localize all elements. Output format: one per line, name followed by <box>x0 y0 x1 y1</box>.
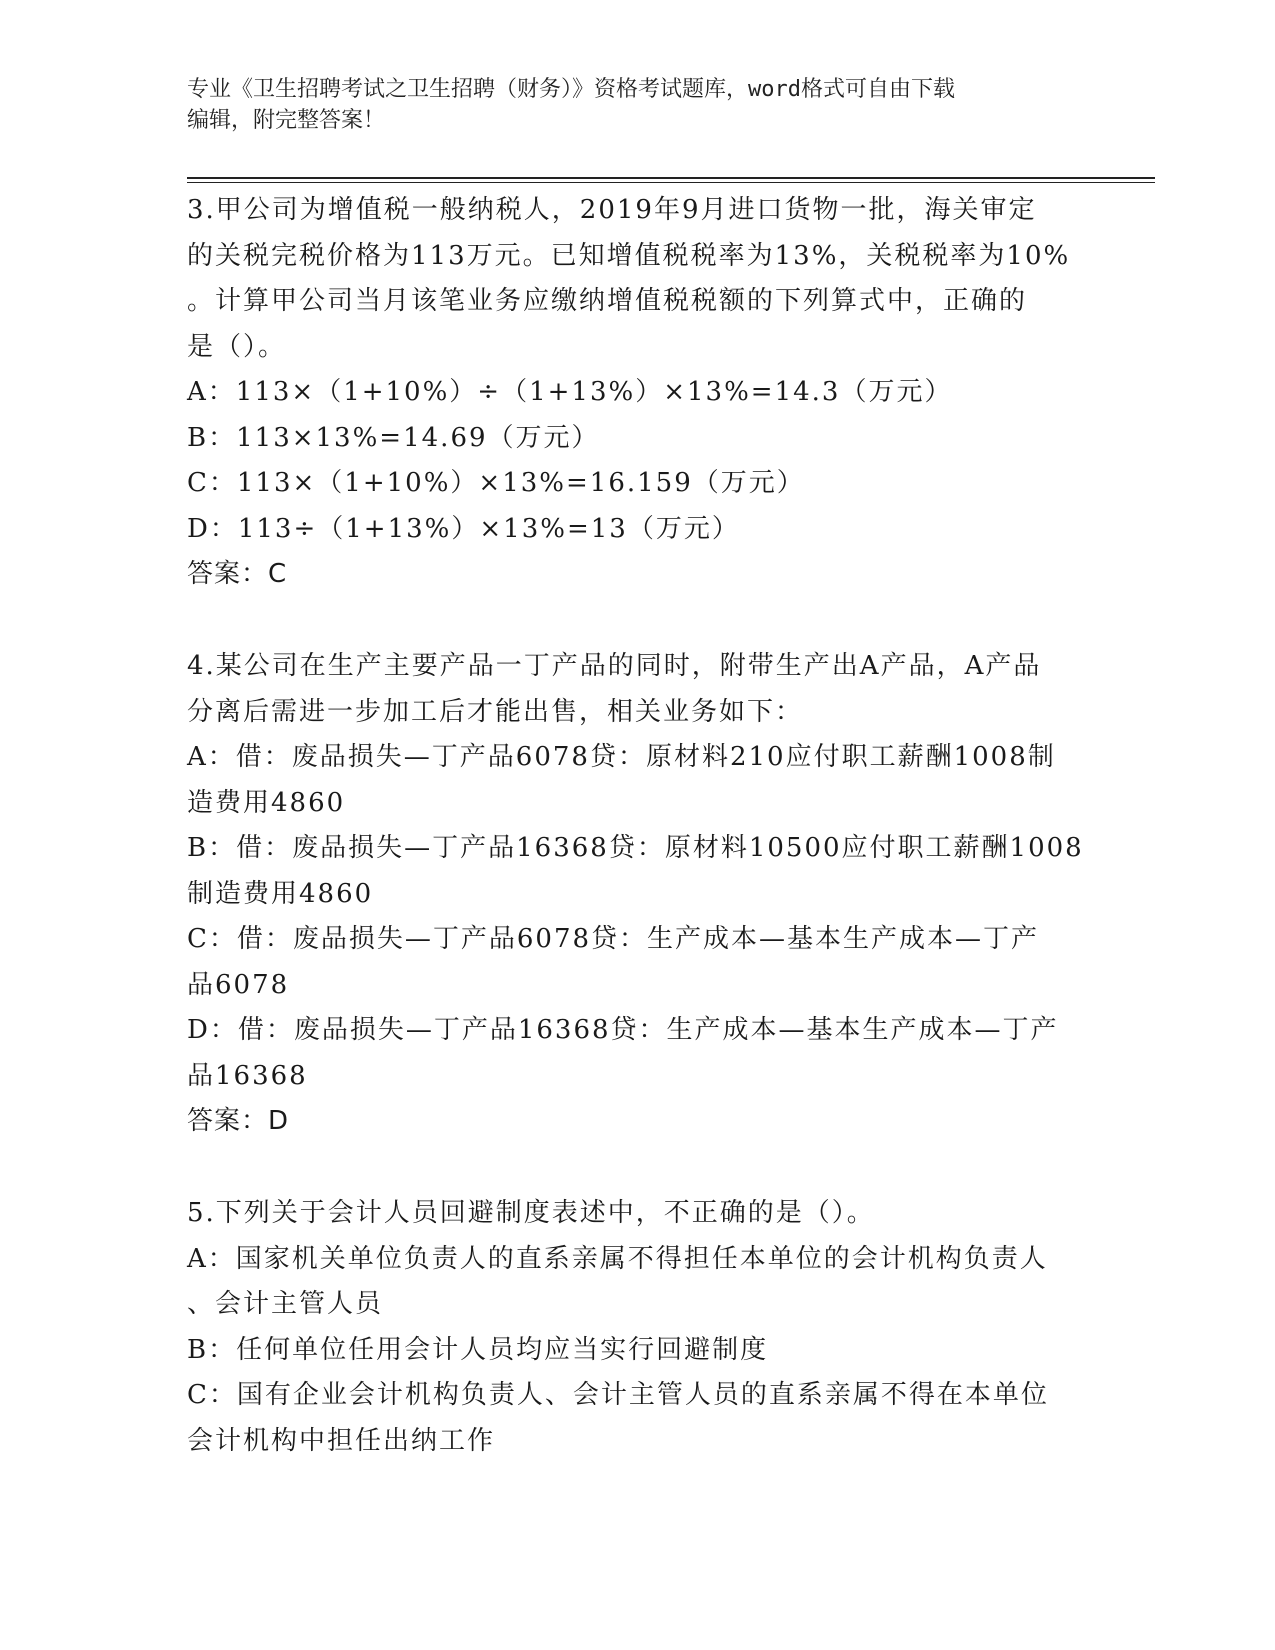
question-3-line-1: 3.甲公司为增值税一般纳税人，2019年9月进口货物一批，海关审定 <box>187 195 1037 225</box>
question-5 <box>187 1191 1097 1464</box>
header-rule-thin <box>187 182 1155 183</box>
question-5-option-a: A：国家机关单位负责人的直系亲属不得担任本单位的会计机构负责人 <box>187 1243 1048 1274</box>
header-rule-thick <box>187 177 1155 179</box>
question-3-line-4: 是（）。 <box>187 331 287 362</box>
question-4-option-a: A：借：废品损失—丁产品6078贷：原材料210应付职工薪酬1008制 <box>187 742 1056 772</box>
question-4-option-d-cont: 品16368 <box>187 1060 308 1091</box>
question-5-option-c: C：国有企业会计机构负责人、会计主管人员的直系亲属不得在本单位 <box>187 1380 1049 1410</box>
question-4-option-b-cont: 制造费用4860 <box>187 878 374 909</box>
question-4-option-c: C：借：废品损失—丁产品6078贷：生产成本—基本生产成本—丁产 <box>187 924 1040 954</box>
question-3-line-3: 。计算甲公司当月该笔业务应缴纳增值税税额的下列算式中，正确的 <box>187 286 1028 316</box>
question-3-answer: 答案：C <box>187 559 288 589</box>
question-4-line-2: 分离后需进一步加工后才能出售，相关业务如下： <box>187 696 804 727</box>
question-5-option-b: B：任何单位任用会计人员均应当实行回避制度 <box>187 1334 769 1365</box>
question-3-option-c: C：113×（1+10%）×13%=16.159（万元） <box>187 468 805 498</box>
question-4-option-b: B：借：废品损失—丁产品16368贷：原材料10500应付职工薪酬1008 <box>187 833 1084 863</box>
question-3-option-a: A：113×（1+10%）÷（1+13%）×13%=14.3（万元） <box>187 377 953 407</box>
question-5-option-a-cont: 、会计主管人员 <box>187 1289 384 1319</box>
question-4-line-1: 4.某公司在生产主要产品一丁产品的同时，附带生产出A产品，A产品 <box>187 651 1042 681</box>
question-3-option-b: B：113×13%=14.69（万元） <box>187 422 600 453</box>
question-5-option-c-cont: 会计机构中担任出纳工作 <box>187 1425 496 1456</box>
question-list <box>187 188 1097 1464</box>
document-header <box>187 74 1067 136</box>
header-line-2: 编辑，附完整答案！ <box>187 108 386 133</box>
question-3-option-d: D：113÷（1+13%）×13%=13（万元） <box>187 513 740 544</box>
question-4-option-a-cont: 造费用4860 <box>187 787 346 818</box>
question-3 <box>187 188 1097 598</box>
header-line-1: 专业《卫生招聘考试之卫生招聘（财务）》资格考试题库，word格式可自由下载 <box>187 77 955 102</box>
question-4 <box>187 644 1097 1145</box>
question-5-line-1: 5.下列关于会计人员回避制度表述中，不正确的是（）。 <box>187 1198 875 1228</box>
question-3-line-2: 的关税完税价格为113万元。已知增值税税率为13%，关税税率为10% <box>187 240 1071 271</box>
question-4-option-c-cont: 品6078 <box>187 969 290 1000</box>
question-4-option-d: D：借：废品损失—丁产品16368贷：生产成本—基本生产成本—丁产 <box>187 1015 1059 1045</box>
question-4-answer: 答案：D <box>187 1106 290 1136</box>
